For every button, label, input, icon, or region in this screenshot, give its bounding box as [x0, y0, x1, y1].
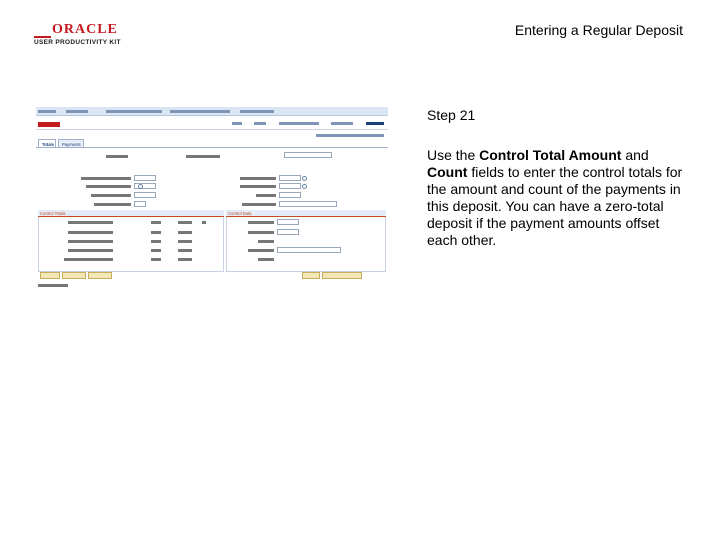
mini-return-button	[62, 272, 86, 279]
mini-add-button	[302, 272, 320, 279]
step-label: Step 21	[427, 107, 476, 123]
tab-totals: Totals	[38, 139, 56, 148]
step-description: Use the Control Total Amount and Count fields to enter the control totals for the amount and count of the payments in this deposit. You can have a zero-total deposit if the payment amounts offset each other.	[427, 147, 683, 248]
mini-refresh-button	[88, 272, 112, 279]
logo-brand: ORACLE	[52, 22, 118, 37]
logo-subtitle: USER PRODUCTIVITY KIT	[34, 39, 121, 46]
app-logo	[38, 122, 60, 127]
breadcrumb-bar	[36, 107, 388, 116]
app-header	[36, 117, 388, 131]
field-name-count: Count	[427, 164, 468, 180]
oracle-upk-logo	[34, 22, 134, 48]
status-field	[284, 152, 332, 158]
page-title: Entering a Regular Deposit	[514, 22, 683, 38]
application-screenshot	[36, 104, 388, 290]
control-data-header: Control Data	[226, 210, 386, 217]
control-totals-header: Control Totals	[38, 210, 224, 217]
logo-red-bar	[34, 36, 51, 38]
mini-update-button	[322, 272, 362, 279]
mini-save-button	[40, 272, 60, 279]
tab-payments: Payments	[58, 139, 84, 148]
field-name-control-total-amount: Control Total Amount	[479, 147, 622, 163]
